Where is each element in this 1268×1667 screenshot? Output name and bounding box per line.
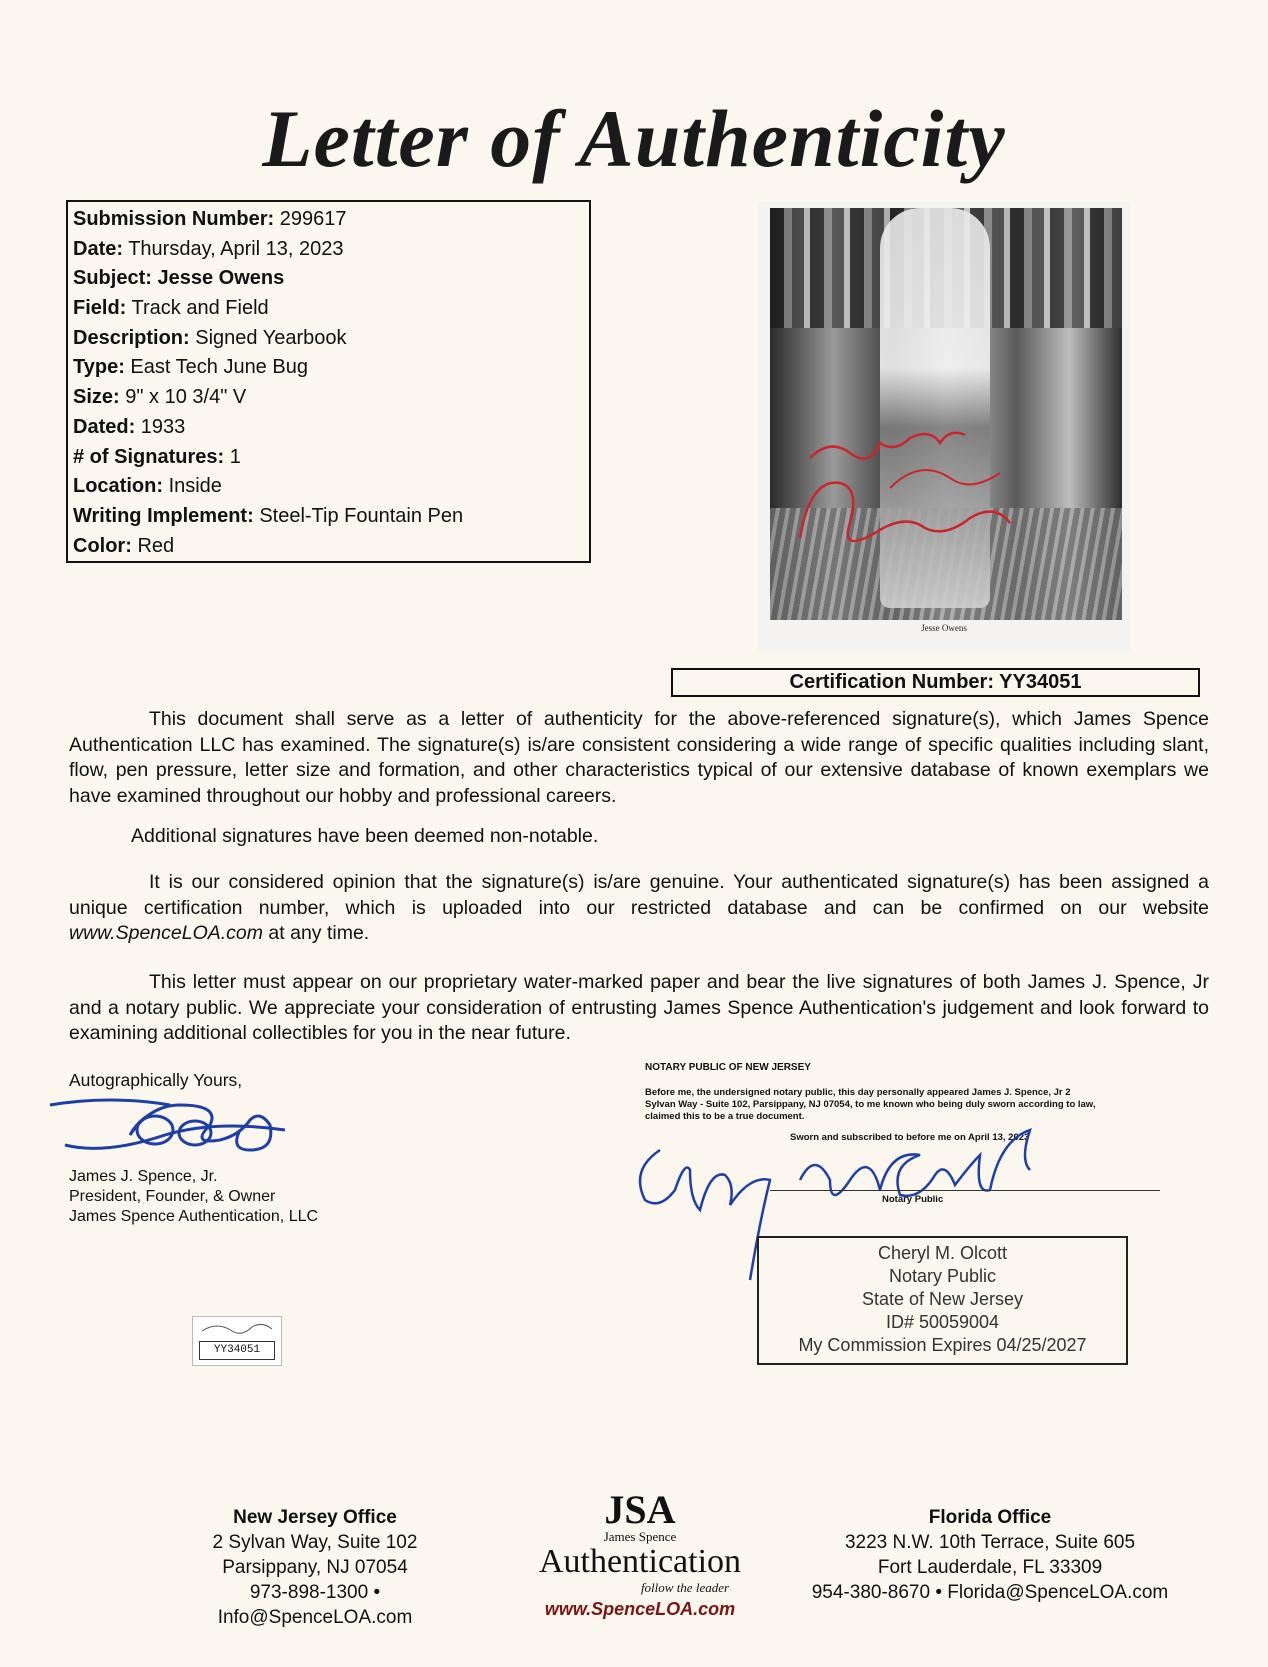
detail-row-date: Date: Thursday, April 13, 2023 [73, 237, 344, 260]
notary-stamp: Cheryl M. Olcott Notary Public State of New Jersey ID# 50059004 My Commission Expires 04/25/2027 [757, 1236, 1128, 1365]
notary-statement: Before me, the undersigned notary public, this day personally appeared James J. Spence, Jr 2 Sylvan Way - Suite 102, Parsippany, NJ 07054, to me known who being duly sworn according to law, claimed this to be a true document. [645, 1087, 1096, 1122]
signer-block [69, 1167, 318, 1227]
authenticity-paragraph: This document shall serve as a letter of authenticity for the above-referenced signature(s), which James Spence Authentication LLC has examined. The signature(s) is/are consistent considering a wide range of specific qualities including slant, flow, pen pressure, letter size and formation, and other characteristics typical of our extensive database of known exemplars we have examined throughout our hobby and professional careers. [69, 708, 1209, 807]
fl-office-name: Florida Office [928, 1507, 1052, 1528]
detail-row-implement: Writing Implement: Steel-Tip Fountain Pen [73, 504, 464, 527]
signed-yearbook-photo [758, 202, 1130, 652]
notary-sworn-line: Sworn and subscribed to before me on April 13, 2023 [790, 1132, 1030, 1143]
fl-office-contact: 954-380-8670 • Florida@SpenceLOA.com [811, 1582, 1169, 1603]
runner-photograph [770, 208, 1122, 620]
detail-row-color: Color: Red [73, 534, 175, 557]
detail-row-signatures: # of Signatures: 1 [73, 445, 241, 468]
certification-number: Certification Number: YY34051 [671, 668, 1200, 697]
detail-row-location: Location: Inside [73, 475, 222, 498]
submission-details-box [66, 200, 591, 563]
certification-sticker [192, 1316, 282, 1366]
nj-office-address2: Parsippany, NJ 07054 [222, 1557, 408, 1578]
detail-row-submission: Submission Number: 299617 [73, 208, 347, 230]
sticker-signature [197, 1319, 277, 1339]
logo-jsa: JSA [604, 1487, 676, 1532]
sticker-number: YY34051 [199, 1341, 275, 1360]
notary-heading: NOTARY PUBLIC OF NEW JERSEY [645, 1062, 811, 1073]
detail-row-type: Type: East Tech June Bug [73, 356, 308, 379]
detail-row-description: Description: Signed Yearbook [73, 326, 347, 349]
website-link[interactable]: www.SpenceLOA.com [69, 922, 264, 944]
detail-row-dated: Dated: 1933 [73, 415, 186, 438]
nj-office-block [150, 1505, 480, 1630]
fl-office-block [790, 1505, 1190, 1605]
fl-office-address1: 3223 N.W. 10th Terrace, Suite 605 [844, 1532, 1136, 1553]
signer-name: James J. Spence, Jr. [69, 1168, 218, 1185]
detail-row-field: Field: Track and Field [73, 297, 269, 320]
spence-signature [45, 1085, 315, 1165]
watermark-paragraph: This letter must appear on our proprietary water-marked paper and bear the live signatures of both James J. Spence, Jr and a notary public. We appreciate your consideration of entrusting James Spence Authentication's judgement and look forward to examining additional collectibles for you in the near future. [69, 971, 1209, 1044]
fl-office-address2: Fort Lauderdale, FL 33309 [877, 1557, 1103, 1578]
logo-tagline: follow the leader [640, 1580, 730, 1595]
page-title: Letter of Authenticity [262, 93, 1006, 184]
logo-website[interactable]: www.SpenceLOA.com [544, 1599, 736, 1619]
nj-office-name: New Jersey Office [233, 1507, 397, 1528]
signer-role: President, Founder, & Owner [69, 1188, 276, 1205]
nj-office-address1: 2 Sylvan Way, Suite 102 [212, 1532, 418, 1553]
signer-company: James Spence Authentication, LLC [69, 1208, 319, 1225]
nj-office-contact: 973-898-1300 • Info@SpenceLOA.com [217, 1582, 413, 1628]
closing-text: Autographically Yours, [69, 1070, 243, 1090]
notary-label: Notary Public [882, 1194, 944, 1205]
non-notable-paragraph: Additional signatures have been deemed non-notable. [131, 825, 599, 847]
detail-row-size: Size: 9" x 10 3/4" V [73, 386, 247, 409]
opinion-paragraph: It is our considered opinion that the signature(s) is/are genuine. Your authenticated signature(s) has been assigned a unique certification number, which is uploaded into our restricted database and can be confirmed on our website www.SpenceLOA.com at any time. [69, 871, 1209, 944]
logo-sub: James Spence [603, 1529, 677, 1544]
red-autograph [770, 208, 1122, 620]
notary-signature-line [770, 1190, 1160, 1191]
jsa-logo [520, 1487, 760, 1640]
logo-authentication: Authentication [538, 1543, 742, 1580]
detail-row-subject: Subject: Jesse Owens [73, 267, 285, 290]
photo-caption: Jesse Owens [921, 623, 967, 633]
